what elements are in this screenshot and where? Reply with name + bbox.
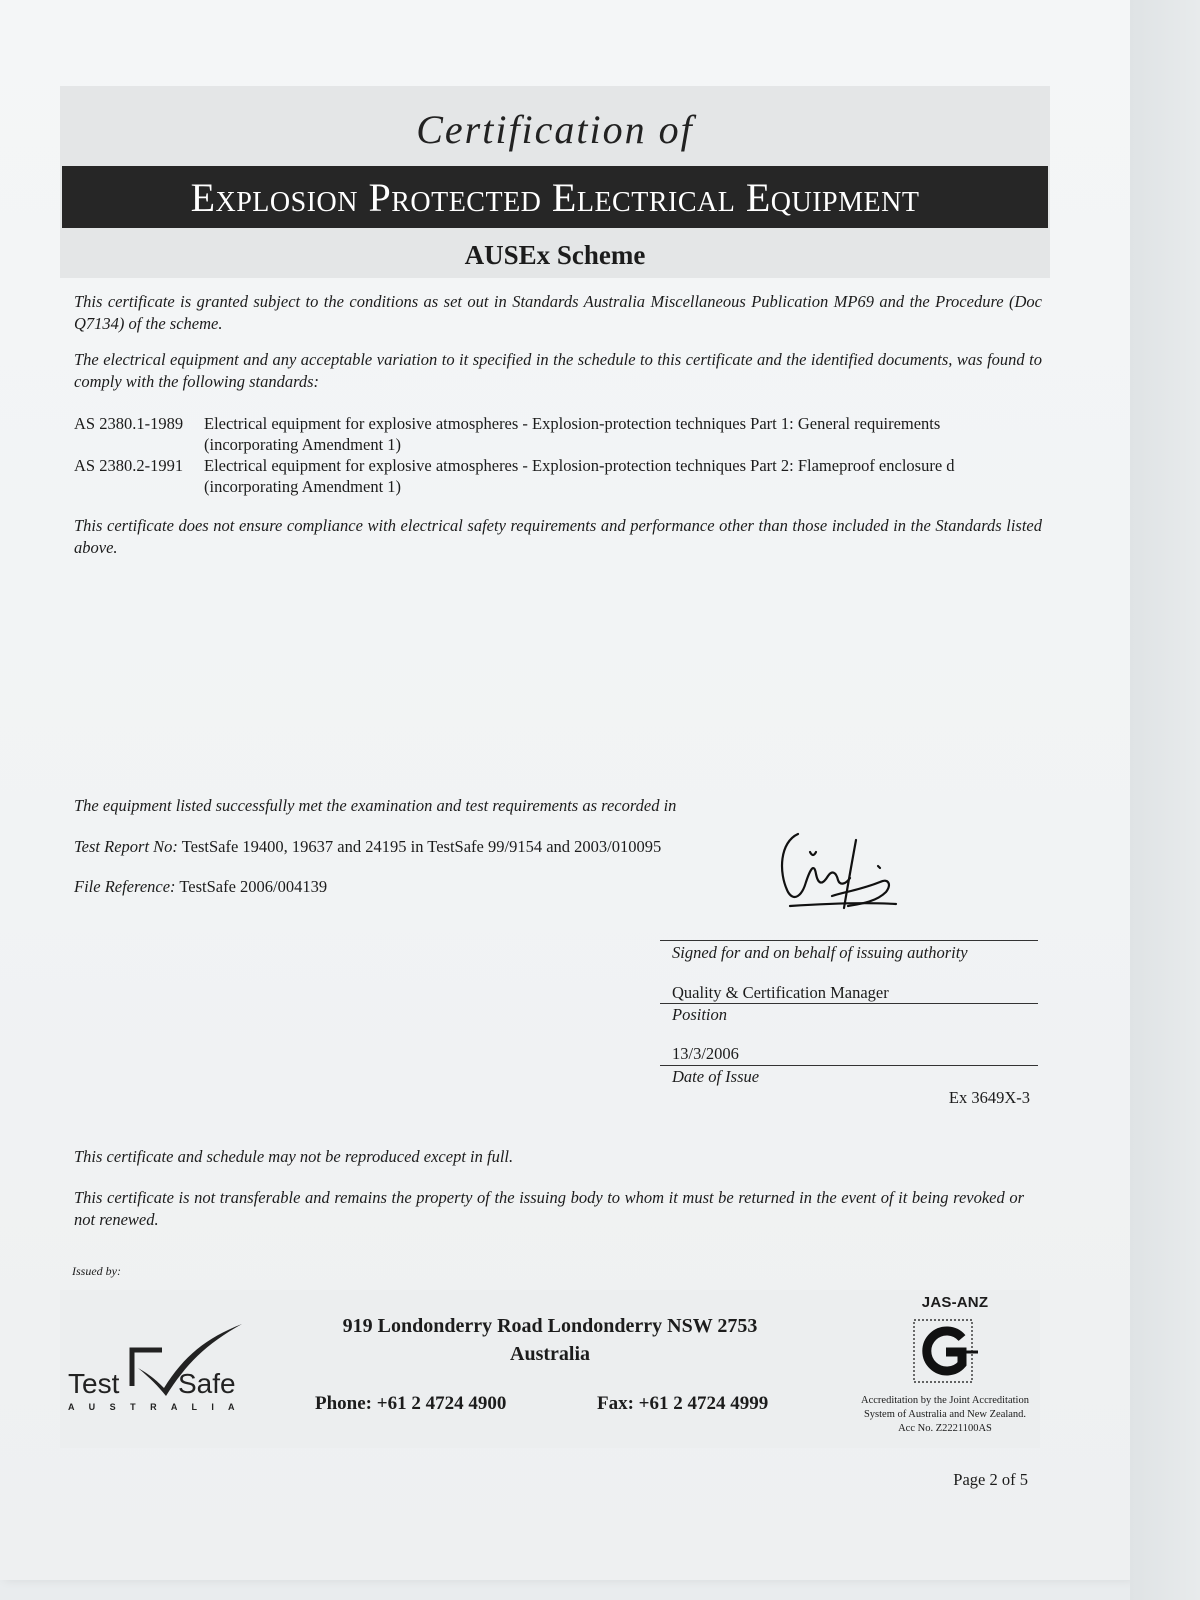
main-title: Explosion Protected Electrical Equipment <box>190 174 920 220</box>
standard-amendment: (incorporating Amendment 1) <box>204 477 402 496</box>
test-report-line <box>74 836 661 858</box>
address-line-1: 919 Londonderry Road Londonderry NSW 2753 <box>342 1315 758 1337</box>
jas-anz-title: JAS-ANZ <box>921 1294 989 1311</box>
testsafe-logo-country: A U S T R A L I A <box>68 1402 241 1412</box>
handwritten-signature <box>660 822 1040 922</box>
testsafe-logo-test: Test <box>68 1368 120 1399</box>
safety-disclaimer-paragraph: This certificate does not ensure compliance with electrical safety requirements and performance other than those included in the Standards listed above. <box>74 516 1042 557</box>
signature-line <box>660 940 1038 941</box>
date-of-issue-value: 13/3/2006 <box>672 1044 739 1063</box>
standard-row <box>74 413 1042 455</box>
address-line-2: Australia <box>510 1343 590 1365</box>
phone-number: Phone: +61 2 4724 4900 <box>315 1393 507 1414</box>
transfer-notice: This certificate is not transferable and remains the property of the issuing body to whom it must be returned in the event of it being revoked or not renewed. <box>74 1188 1024 1229</box>
accreditation-caption <box>850 1394 1040 1436</box>
test-report-label: Test Report No: <box>74 837 178 856</box>
accreditation-number: Acc No. Z2221100AS <box>898 1423 992 1434</box>
test-report-value: TestSafe 19400, 19637 and 24195 in TestSafe 99/9154 and 2003/010095 <box>181 837 662 856</box>
date-of-issue-label: Date of Issue <box>672 1067 760 1086</box>
jas-anz-logo <box>880 1294 1030 1394</box>
testsafe-logo-safe: Safe <box>178 1368 236 1399</box>
page-number: Page 2 of 5 <box>953 1470 1028 1489</box>
position-label: Position <box>672 1005 728 1024</box>
standard-description: Electrical equipment for explosive atmospheres - Explosion-protection techniques Part 2: Flameproof enclosure d <box>204 456 955 475</box>
standard-code: AS 2380.1-1989 <box>74 414 184 433</box>
position-value: Quality & Certification Manager <box>672 983 889 1002</box>
testsafe-logo-mark <box>66 1316 246 1416</box>
background-edge <box>1130 0 1200 1600</box>
standard-amendment: (incorporating Amendment 1) <box>204 435 402 454</box>
main-title-bar <box>62 166 1048 228</box>
scheme-name: AUSEx Scheme <box>464 240 646 270</box>
conditions-paragraph: This certificate is granted subject to the conditions as set out in Standards Australia Miscellaneous Publication MP69 and the Procedure (Doc Q7134) of the scheme. <box>74 292 1042 333</box>
file-reference-label: File Reference: <box>74 877 176 896</box>
standard-description: Electrical equipment for explosive atmospheres - Explosion-protection techniques Part 1: General requirements <box>204 414 941 433</box>
certification-of-heading: Certification of <box>416 107 694 152</box>
examination-statement: The equipment listed successfully met the examination and test requirements as recorded in <box>74 796 677 815</box>
date-line <box>660 1065 1038 1066</box>
fax-number: Fax: +61 2 4724 4999 <box>597 1393 769 1414</box>
accreditation-caption-line-2: System of Australia and New Zealand. <box>863 1409 1027 1420</box>
file-reference-value: TestSafe 2006/004139 <box>179 877 328 896</box>
reproduction-notice: This certificate and schedule may not be reproduced except in full. <box>74 1147 514 1166</box>
accreditation-caption-line-1: Accreditation by the Joint Accreditation <box>861 1395 1029 1406</box>
standard-code: AS 2380.2-1991 <box>74 456 184 475</box>
standard-row <box>74 455 1042 497</box>
issued-by-label: Issued by: <box>72 1264 121 1278</box>
testsafe-logo <box>66 1316 246 1416</box>
compliance-paragraph: The electrical equipment and any acceptable variation to it specified in the schedule to this certificate and the identified documents, was found to comply with the following standards: <box>74 350 1042 391</box>
signed-on-behalf-label: Signed for and on behalf of issuing authority <box>672 943 968 962</box>
certificate-number: Ex 3649X-3 <box>948 1088 1030 1107</box>
position-line <box>660 1003 1038 1004</box>
file-reference-line <box>74 876 327 898</box>
